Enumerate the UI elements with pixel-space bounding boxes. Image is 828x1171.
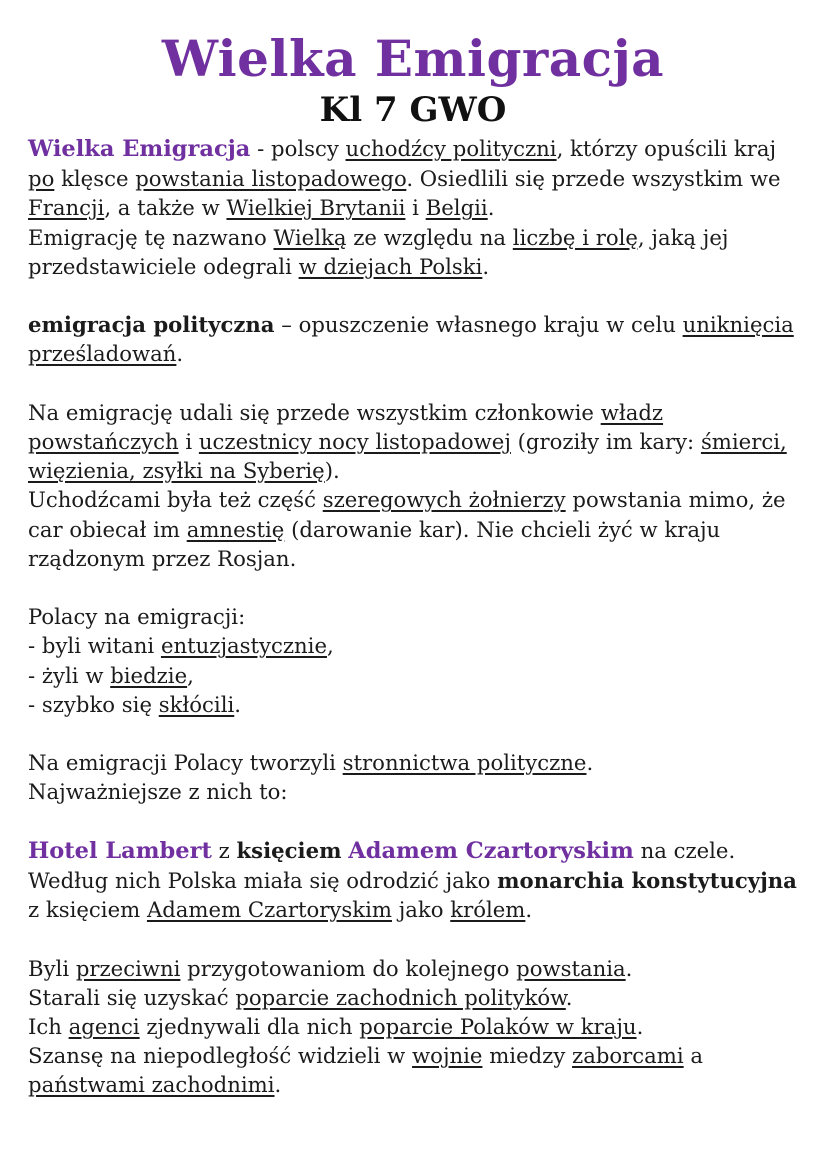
spacer: [28, 573, 798, 602]
text-run: ze względu na: [346, 224, 513, 250]
underlined-term: powstania: [516, 955, 626, 981]
list-item: [28, 631, 798, 660]
underlined-term: biedzie: [110, 662, 188, 688]
bold-term: księciem: [236, 837, 342, 863]
text-run: - żyli w: [28, 662, 111, 688]
text-run: - szybko się: [28, 691, 159, 717]
underlined-term: uchodźcy polityczni: [345, 136, 557, 161]
text-run: Byli: [28, 955, 76, 981]
text-run: z: [211, 837, 237, 863]
text-run: .: [525, 897, 533, 923]
text-run: , jaką jej przedstawiciele odegrali: [28, 224, 729, 279]
text-run: Na emigracji Polacy tworzyli: [28, 750, 343, 776]
text-run: .: [274, 1072, 282, 1098]
underlined-term: królem: [450, 897, 526, 923]
underlined-term: zaborcami: [572, 1043, 684, 1069]
soldiers-paragraph: [28, 485, 798, 573]
text-run: .: [176, 341, 184, 367]
list-item: [28, 690, 798, 719]
underlined-term: agenci: [68, 1014, 140, 1039]
underlined-term: amnestię: [186, 516, 285, 542]
underlined-term: wojnie: [412, 1043, 483, 1069]
text-run: ,: [327, 633, 334, 659]
life-intro: Polacy na emigracji:: [28, 604, 246, 630]
underlined-term: Wielką: [273, 224, 347, 250]
parties-paragraph: [28, 748, 798, 777]
text-run: Szansę na niepodległość widzieli w: [28, 1043, 413, 1069]
text-run: – opuszczenie własnego kraju w celu: [274, 312, 683, 338]
text-run: i: [178, 429, 199, 454]
text-run: - polscy: [250, 136, 346, 161]
leader-name: Adamem Czartoryskim: [348, 837, 634, 864]
underlined-term: uczestnicy nocy listopadowej: [198, 429, 511, 454]
underlined-term: stronnictwa polityczne: [342, 750, 587, 776]
text-run: a: [683, 1043, 704, 1069]
text-run: Ich: [28, 1014, 69, 1039]
underlined-term: Adamem Czartoryskim: [146, 897, 392, 923]
underlined-term: powstania listopadowego: [135, 166, 407, 192]
intro-term: Wielka Emigracja: [28, 136, 251, 162]
hotel-lambert-name: Hotel Lambert: [28, 837, 212, 864]
text-run: .: [586, 750, 594, 776]
text-run: na czele. Według nich Polska miała się odrodzić jako: [28, 837, 736, 893]
underlined-term: śmierci, więzienia, zsyłki na Syberię: [28, 429, 787, 484]
text-run: jako: [391, 897, 451, 923]
text-run: .: [625, 955, 633, 981]
page-title: Wielka Emigracja: [161, 29, 665, 88]
text-run: Starali się uzyskać: [28, 984, 236, 1010]
underlined-term: po: [28, 166, 55, 192]
underlined-term: Wielkiej Brytanii: [226, 195, 406, 221]
spacer: [28, 369, 798, 398]
text-run: klęsce: [54, 166, 136, 192]
underlined-term: poparcie Polaków w kraju: [359, 1014, 637, 1039]
text-run: z księciem: [28, 897, 147, 923]
text-run: powstania mimo, że car obiecał im: [28, 487, 786, 542]
text-run: miedzy: [482, 1043, 573, 1069]
text-run: (groziły im kary:: [510, 429, 701, 454]
text-run: przygotowaniom do kolejnego: [180, 955, 517, 981]
policy-line: [28, 1012, 798, 1041]
policy-line: [28, 983, 798, 1012]
text-run: i: [405, 195, 426, 221]
text-run: .: [487, 195, 495, 221]
spacer: [28, 924, 798, 953]
text-run: Uchodźcami była też część: [28, 487, 323, 513]
document-body: [28, 134, 798, 1100]
spacer: [28, 719, 798, 748]
intro-paragraph: [28, 134, 798, 223]
parties-line-2: Najważniejsze z nich to:: [28, 779, 288, 805]
underlined-term: uniknięcia prześladowań: [28, 312, 794, 367]
underlined-term: Belgii: [425, 195, 488, 221]
text-run: . Osiedlili się przede wszystkim we: [406, 166, 781, 192]
text-run: zjednywali dla nich: [139, 1014, 360, 1039]
underlined-term: państwami zachodnimi: [28, 1072, 275, 1098]
underlined-term: liczbę i rolę: [512, 224, 638, 250]
underlined-term: entuzjastycznie: [160, 633, 327, 659]
definition-term: emigracja polityczna: [28, 312, 275, 338]
hotel-lambert-paragraph: [28, 836, 798, 925]
text-run: - byli witani: [28, 633, 161, 659]
text-run: Na emigrację udali się przede wszystkim członkowie: [28, 399, 601, 425]
who-left-paragraph: [28, 398, 798, 486]
underlined-term: szeregowych żołnierzy: [322, 487, 566, 513]
underlined-term: Francji: [28, 195, 105, 221]
definition-paragraph: [28, 310, 798, 368]
text-run: ).: [324, 458, 340, 484]
text-run: .: [482, 253, 490, 279]
underlined-term: poparcie zachodnich polityków: [235, 984, 566, 1010]
text-run: ,: [187, 662, 194, 688]
spacer: [28, 807, 798, 836]
spacer: [28, 281, 798, 310]
underlined-term: w dziejach Polski: [298, 253, 483, 279]
name-origin-paragraph: [28, 223, 798, 281]
underlined-term: skłócili: [158, 691, 235, 717]
underlined-term: przeciwni: [75, 955, 181, 981]
policy-line: [28, 954, 798, 983]
policy-line: [28, 1041, 798, 1099]
text-run: , a także w: [104, 195, 227, 221]
underlined-term: władz powstańczych: [28, 399, 664, 454]
bold-term: monarchia konstytucyjna: [497, 868, 797, 893]
text-run: Emigrację tę nazwano: [28, 224, 274, 250]
text-run: , którzy opuścili kraj: [556, 136, 777, 161]
list-item: [28, 661, 798, 690]
text-run: .: [565, 984, 573, 1010]
page-subtitle: Kl 7 GWO: [319, 90, 507, 130]
text-run: .: [636, 1014, 644, 1039]
text-run: .: [234, 691, 242, 717]
text-run: (darowanie kar). Nie chcieli żyć w kraju rządzonym przez Rosjan.: [28, 516, 721, 571]
